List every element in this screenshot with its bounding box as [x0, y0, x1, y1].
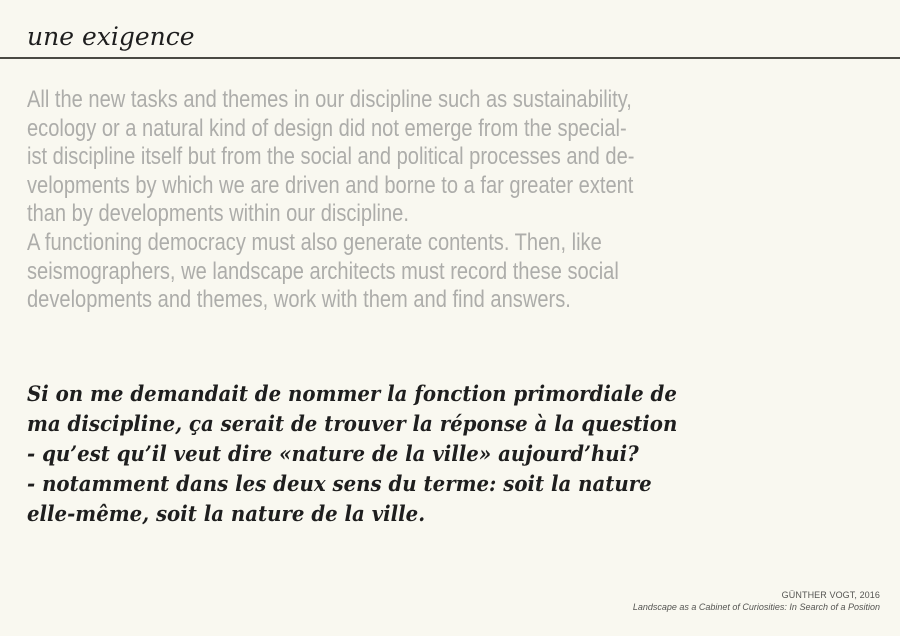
title-divider	[0, 57, 900, 59]
citation	[633, 589, 880, 613]
french-line: - notamment dans les deux sens du terme: soit la nature	[27, 471, 652, 496]
english-line: velopments by which we are driven and borne to a far greater extent	[27, 171, 634, 199]
page-title: une exigence	[27, 22, 195, 51]
french-line: Si on me demandait de nommer la fonction primordiale de	[27, 381, 677, 406]
english-line: ist discipline itself but from the social and political processes and de-	[27, 143, 635, 171]
french-line: - qu’est qu’il veut dire «nature de la ville» aujourd’hui?	[27, 441, 639, 466]
french-line: elle-même, soit la nature de la ville.	[27, 501, 426, 526]
french-line: ma discipline, ça serait de trouver la réponse à la question	[27, 411, 678, 436]
english-quote	[27, 86, 683, 315]
english-line: ecology or a natural kind of design did not emerge from the special-	[27, 114, 627, 142]
english-line: than by developments within our discipline.	[27, 200, 409, 228]
english-line: A functioning democracy must also generate contents. Then, like	[27, 228, 602, 256]
citation-author: GÜNTHER VOGT, 2016	[781, 590, 880, 600]
french-quote	[27, 379, 677, 529]
citation-work-title: Landscape as a Cabinet of Curiosities: In Search of a Position	[632, 602, 880, 612]
english-line: seismographers, we landscape architects must record these social	[27, 257, 619, 285]
english-line: All the new tasks and themes in our discipline such as sustainability,	[27, 86, 632, 113]
english-line: developments and themes, work with them and find answers.	[27, 286, 571, 314]
